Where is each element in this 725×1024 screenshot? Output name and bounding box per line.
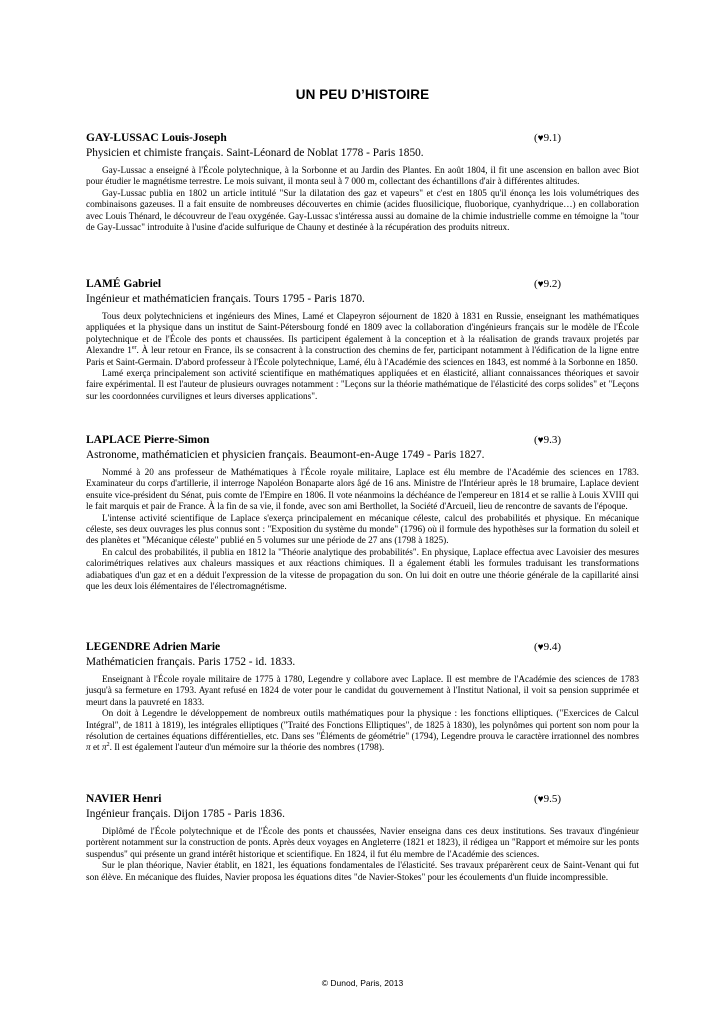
cross-reference: (♥9.4) <box>533 641 561 653</box>
person-name: LEGENDRE Adrien Marie <box>86 641 221 653</box>
heart-icon: ♥ <box>537 435 544 446</box>
cross-reference: (♥9.3) <box>533 434 561 446</box>
cross-reference: (♥9.2) <box>533 278 561 290</box>
person-description: Astronome, mathématicien et physicien français. Beaumont-en-Auge 1749 - Paris 1827. <box>86 449 485 461</box>
section-heading <box>86 277 639 292</box>
ref-number: 9.5 <box>543 793 558 805</box>
conjunction: et <box>92 743 100 754</box>
person-description: Ingénieur français. Dijon 1785 - Paris 1836. <box>86 808 285 820</box>
heart-icon: ♥ <box>537 642 544 653</box>
paragraph <box>86 709 639 755</box>
ref-number: 9.2 <box>543 278 558 290</box>
heart-icon: ♥ <box>537 279 544 290</box>
biography-legendre <box>86 640 639 755</box>
page-title: UN PEU D’HISTOIRE <box>295 87 430 102</box>
ref-number: 9.3 <box>543 434 558 446</box>
biography-gay-lussac <box>86 131 639 234</box>
cross-reference: (♥9.5) <box>533 793 561 805</box>
ref-number: 9.1 <box>543 132 558 144</box>
biography-laplace <box>86 433 639 593</box>
biography-lame <box>86 277 639 403</box>
pi-symbol: π <box>86 743 91 754</box>
paragraph: Lamé exerça principalement son activité scientifique en mathématiques appliquées et en élasticité, alliant connaissances théoriques et savoir faire expérimental. Il est l'auteur de plusieurs ouvrages notamment : "Leçons sur la théorie mathématique de l'élasticité des corps solides" et "Leçons sur les coordonnées curvilignes et leurs diverses applications". <box>86 369 639 402</box>
paragraph: Gay-Lussac a enseigné à l'École polytechnique, à la Sorbonne et au Jardin des Plantes. En août 1804, il fit une ascension en ballon avec Biot pour étudier le magnétisme terrestre. Le mois suivant, il monta seul à 7 000 m, collectant des échantillons d'air à différentes altitudes. <box>86 166 639 188</box>
paragraph: En calcul des probabilités, il publia en 1812 la "Théorie analytique des probabilités". En physique, Laplace effectua avec Lavoisier des mesures calorimétriques relatives aux chaleurs massiques et aux réactions chimiques. Il a également établi les formules traduisant les transformations adiabatiques d'un gaz et en a déduit l'expression de la vitesse de propagation du son. On lui doit en outre une théorie générale de la capillarité ainsi que les deux lois élémentaires de l'électromagnétisme. <box>86 547 639 593</box>
section-heading <box>86 640 639 655</box>
superscript: 2 <box>106 742 110 749</box>
paragraph <box>86 312 639 369</box>
section-heading <box>86 433 639 448</box>
heart-icon: ♥ <box>537 133 544 144</box>
person-description: Ingénieur et mathématicien français. Tours 1795 - Paris 1870. <box>86 293 365 305</box>
person-description: Mathématicien français. Paris 1752 - id. 1833. <box>86 656 296 668</box>
person-name: GAY-LUSSAC Louis-Joseph <box>86 132 227 144</box>
person-name: LAMÉ Gabriel <box>86 278 162 290</box>
ref-number: 9.4 <box>543 641 558 653</box>
section-heading <box>86 792 639 807</box>
paragraph-text: On doit à Legendre le développement de nombreux outils mathématiques pour la physique : les fonctions elliptiques. ("Exercices de Calcul Intégral", de 1811 à 1819), les intégrales elliptiques ("Traité des Fonctions Elliptiques", de 1825 à 1830), les polynômes qui portent son nom pour la résolution de certaines équations différentielles, etc. Dans ses "Éléments de géométrie" (1794), Legendre prouva le caractère irrationnel des nombres <box>86 709 639 743</box>
paragraph: Gay-Lussac publia en 1802 un article intitulé "Sur la dilatation des gaz et vapeurs" et c'est en 1805 qu'il énonça les lois volumétriques des combinaisons gazeuses. Il a fait ensuite de nombreuses découvertes en chimie (acides fluosilicique, fluoborique, cyanhydrique…) en collaboration avec Louis Thénard, le découvreur de l'eau oxygénée. Gay-Lussac s'intéressa aussi au domaine de la chimie industrielle comme en témoigne la "tour de Gay-Lussac" introduite à l'usine d'acide sulfurique de Chauny et destinée à la récupération des produits nitreux. <box>86 188 639 234</box>
paragraph-text: . Il est également l'auteur d'un mémoire sur la théorie des nombres (1798). <box>109 743 385 754</box>
section-heading <box>86 131 639 146</box>
person-name: NAVIER Henri <box>86 793 162 805</box>
paragraph: Nommé à 20 ans professeur de Mathématiques à l'École royale militaire, Laplace est élu membre de l'Académie des sciences en 1783. Examinateur du corps d'artillerie, il interroge Napoléon Bonaparte alors âgé de 16 ans. Ministre de l'Intérieur après le 18 brumaire, Laplace devient ensuite vice-président du Sénat, puis comte de l'Empire en 1806. Il vote néanmoins la déchéance de l'empereur en 1814 et se rallie à Louis XVIII qui le fait marquis et pair de France. À la fin de sa vie, il fonde, avec son ami Berthollet, la Société d'Arcueil, lieu de rencontre de savants de l'époque. <box>86 468 639 513</box>
cross-reference: (♥9.1) <box>533 132 561 144</box>
person-description: Physicien et chimiste français. Saint-Léonard de Noblat 1778 - Paris 1850. <box>86 147 424 159</box>
person-name: LAPLACE Pierre-Simon <box>86 434 210 446</box>
copyright-footer: © Dunod, Paris, 2013 <box>321 978 404 988</box>
heart-icon: ♥ <box>537 794 544 805</box>
paragraph: Sur le plan théorique, Navier établit, en 1821, les équations fondamentales de l'élasticité. Ses travaux préparèrent ceux de Saint-Venant qui fut son élève. En mécanique des fluides, Navier proposa les équations dites "de Navier-Stokes" pour les écoulements d'un fluide incompressible. <box>86 861 639 883</box>
pi-squared-symbol: π <box>101 743 107 754</box>
paragraph: Enseignant à l'École royale militaire de 1775 à 1780, Legendre y collabore avec Laplace. Il est membre de l'Académie des sciences de 1783 jusqu'à sa fermeture en 1793. Ayant refusé en 1824 de voter pour le candidat du gouvernement à l'Institut National, il voit sa pension supprimée et meurt dans la pauvreté en 1833. <box>86 675 639 708</box>
paragraph-text: . À leur retour en France, ils se consacrent à la construction des chemins de fer, participant notamment à l'édification de la ligne entre Paris et Saint-Germain. D'abord professeur à l'École polytechnique, Lamé, élu à l'Académie des sciences en 1843, est nommé à la Sorbonne en 1850. <box>86 346 639 368</box>
paragraph: Diplômé de l'École polytechnique et de l'École des ponts et chaussées, Navier enseigna dans ces deux institutions. Ses travaux d'ingénieur portèrent notamment sur la construction de ponts. Après deux voyages en Angleterre (1821 et 1823), il rédigea un "Rapport et mémoire sur les ponts suspendus" qui présente un grand intérêt historique et scientifique. En 1824, il fut élu membre de l'Académie des sciences. <box>86 827 639 860</box>
biography-navier <box>86 792 639 884</box>
superscript: er <box>131 345 137 352</box>
paragraph-text: Tous deux polytechniciens et ingénieurs des Mines, Lamé et Clapeyron séjournent de 1820 à 1831 en Russie, enseignant les mathématiques appliquées et la physique dans un institut de Saint-Pétersbourg fondé en 1809 avec la collaboration d'ingénieurs français sur le modèle de l'École polytechnique et de l'École des ponts et chaussées. Ils participent également à la conception et à la réalisation de grands travaux projetés par Alexandre 1 <box>86 312 639 357</box>
paragraph: L'intense activité scientifique de Laplace s'exerça principalement en mécanique céleste, calcul des probabilités et physique. En mécanique céleste, ses deux ouvrages les plus connus sont : "Exposition du système du monde" (1796) où il formule des hypothèses sur la formation du soleil et des planètes et "Mécanique céleste" publié en 5 volumes sur une période de 27 ans (1798 à 1825). <box>86 513 639 547</box>
